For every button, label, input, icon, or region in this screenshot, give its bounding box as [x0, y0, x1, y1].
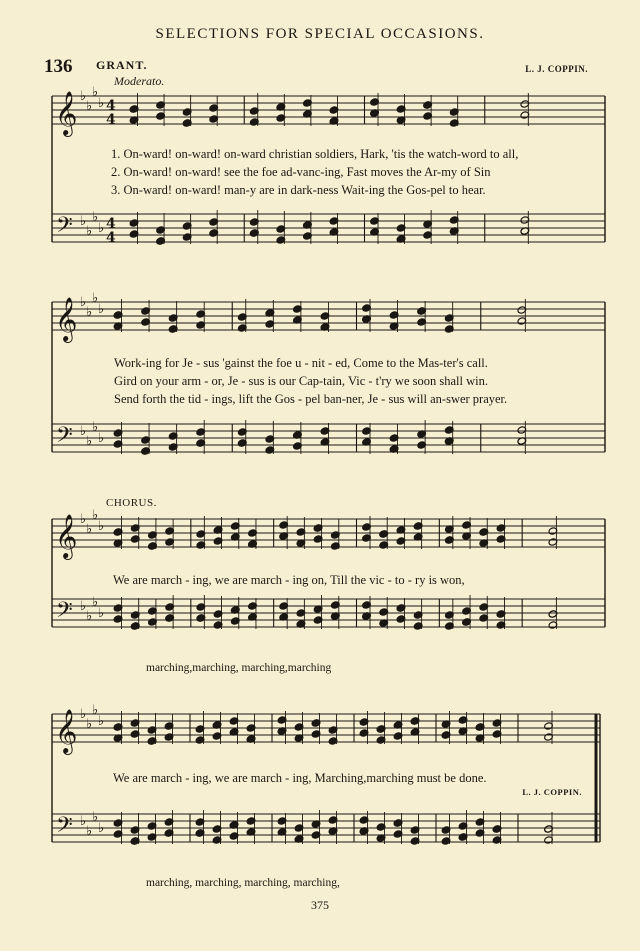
- flat-sign: ♭: [98, 519, 105, 534]
- verse-2-continuation: Gird on your arm - or, Je - sus is our Cap-tain, Vic - t'ry we soon shall win.: [114, 374, 488, 388]
- flat-sign: ♭: [98, 821, 105, 836]
- chorus-line-2: We are march - ing, we are march - ing, Marching,marching must be done.: [113, 771, 487, 785]
- treble-clef: 𝄞: [55, 91, 78, 135]
- flat-sign: ♭: [86, 99, 93, 114]
- flat-sign: ♭: [80, 707, 87, 722]
- flat-sign: ♭: [98, 431, 105, 446]
- bass-clef: 𝄢: [56, 213, 73, 243]
- flat-sign: ♭: [92, 810, 99, 825]
- verse-number: 2.: [111, 165, 121, 179]
- verse-2-line: [111, 165, 491, 180]
- flat-sign: ♭: [98, 96, 105, 111]
- treble-clef: 𝄞: [55, 514, 78, 558]
- flat-sign: ♭: [98, 221, 105, 236]
- flat-sign: ♭: [86, 434, 93, 449]
- flat-sign: ♭: [80, 214, 87, 229]
- chorus-bass-words-1: marching,marching, marching,marching: [146, 662, 332, 674]
- flat-sign: ♭: [80, 814, 87, 829]
- page-number: 375: [311, 898, 329, 912]
- verse-3-continuation: Send forth the tid - ings, lift the Gos - pel ban-ner, Je - sus will an-swer prayer.: [114, 392, 508, 406]
- verse-text: On-ward! on-ward! man-y are in dark-ness Wait-ing the Gos-pel to hear.: [123, 183, 486, 197]
- time-signature: 4: [106, 216, 116, 232]
- flat-sign: ♭: [92, 508, 99, 523]
- page-title: SELECTIONS FOR SPECIAL OCCASIONS.: [155, 26, 485, 42]
- composer-credit: L. J. COPPIN.: [525, 64, 588, 74]
- verse-1-line: [111, 147, 518, 162]
- flat-sign: ♭: [86, 224, 93, 239]
- flat-sign: ♭: [80, 89, 87, 104]
- flat-sign: ♭: [80, 295, 87, 310]
- flat-sign: ♭: [80, 424, 87, 439]
- flat-sign: ♭: [92, 595, 99, 610]
- time-signature: 4: [106, 98, 116, 114]
- bass-clef: 𝄢: [56, 813, 73, 843]
- chorus-bass-words-2: marching, marching, marching, marching,: [146, 877, 340, 889]
- bass-clef: 𝄢: [56, 423, 73, 453]
- flat-sign: ♭: [92, 703, 99, 718]
- flat-sign: ♭: [92, 420, 99, 435]
- verse-1-continuation: Work-ing for Je - sus 'gainst the foe u - nit - ed, Come to the Mas-ter's call.: [114, 356, 488, 370]
- flat-sign: ♭: [98, 302, 105, 317]
- verse-3-line: [111, 183, 486, 198]
- chorus-line-1: We are march - ing, we are march - ing on, Till the vic - to - ry is won,: [113, 573, 465, 587]
- flat-sign: ♭: [86, 609, 93, 624]
- verse-text: On-ward! on-ward! see the foe ad-vanc-ing, Fast moves the Ar-my of Sin: [123, 165, 491, 179]
- bass-clef: 𝄢: [56, 598, 73, 628]
- time-signature: 4: [106, 112, 116, 128]
- treble-clef: 𝄞: [55, 297, 78, 341]
- time-signature: 4: [106, 230, 116, 246]
- flat-sign: ♭: [80, 512, 87, 527]
- flat-sign: ♭: [86, 522, 93, 537]
- verse-number: 3.: [111, 183, 121, 197]
- verse-text: On-ward! on-ward! on-ward christian soldiers, Hark, 'tis the watch-word to all,: [123, 147, 519, 161]
- flat-sign: ♭: [86, 717, 93, 732]
- flat-sign: ♭: [92, 291, 99, 306]
- treble-clef: 𝄞: [55, 709, 78, 753]
- flat-sign: ♭: [98, 714, 105, 729]
- chorus-label: CHORUS.: [106, 497, 157, 509]
- composer-credit-bottom: L. J. COPPIN.: [522, 787, 582, 797]
- flat-sign: ♭: [86, 824, 93, 839]
- verse-number: 1.: [111, 147, 121, 161]
- tempo-marking: Moderato.: [114, 74, 165, 88]
- flat-sign: ♭: [92, 210, 99, 225]
- flat-sign: ♭: [86, 305, 93, 320]
- hymn-number: 136: [44, 56, 73, 77]
- flat-sign: ♭: [98, 606, 105, 621]
- tune-name: GRANT.: [96, 58, 148, 72]
- flat-sign: ♭: [80, 599, 87, 614]
- flat-sign: ♭: [92, 85, 99, 100]
